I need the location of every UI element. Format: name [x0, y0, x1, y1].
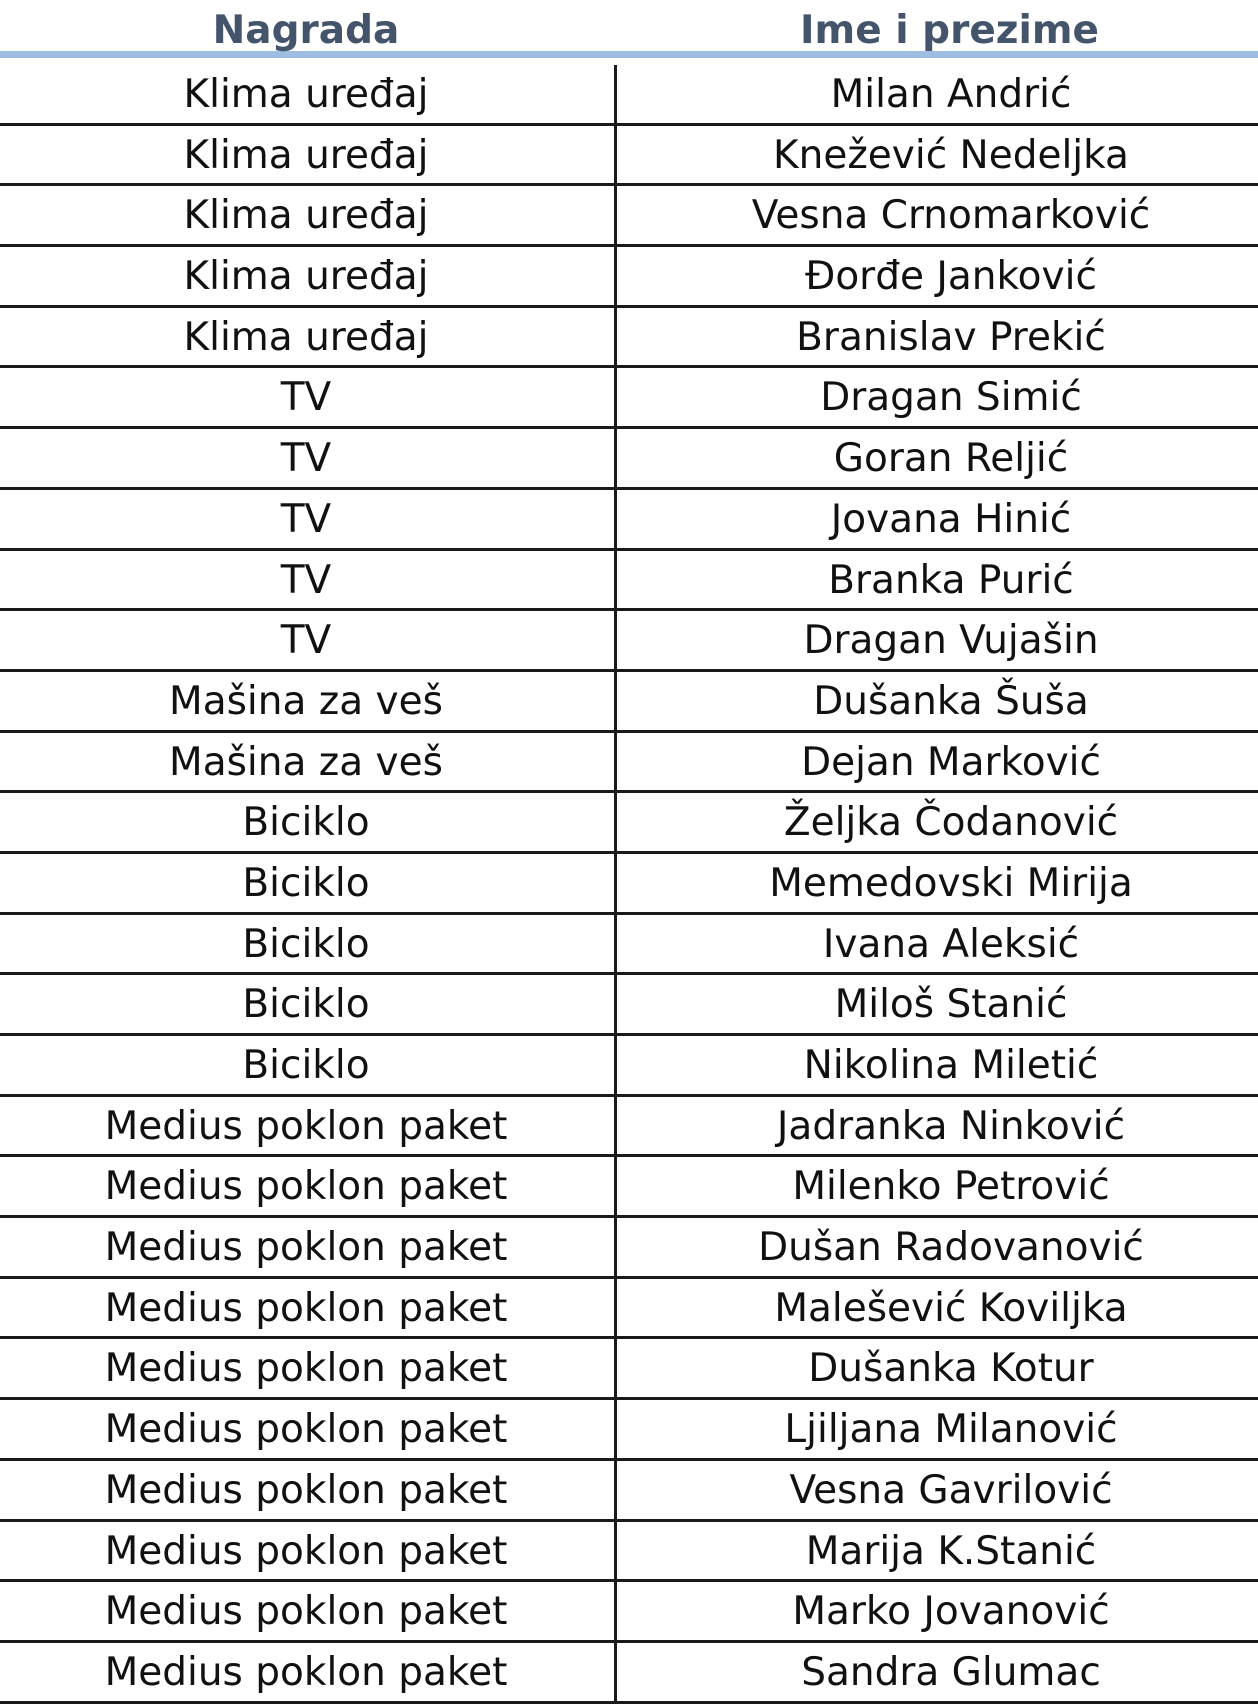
- prize-cell: Klima uređaj: [183, 72, 429, 117]
- prize-cell: Biciklo: [242, 982, 370, 1028]
- prize-cell: Mašina za veš: [169, 739, 443, 785]
- prize-cell: TV: [280, 557, 332, 603]
- table-row: [0, 1522, 1258, 1583]
- name-cell: Đorđe Janković: [805, 254, 1097, 300]
- name-cell: Milenko Petrović: [792, 1164, 1110, 1210]
- name-cell: Knežević Nedeljka: [773, 132, 1129, 178]
- name-cell: Branislav Prekić: [796, 314, 1106, 360]
- prize-cell: Biciklo: [242, 860, 370, 906]
- prize-cell: Medius poklon paket: [104, 1225, 508, 1271]
- table-row: [0, 1643, 1258, 1704]
- table-row: [0, 490, 1258, 551]
- name-cell: Jovana Hinić: [830, 496, 1072, 542]
- table-row: [0, 1218, 1258, 1279]
- table-row: [0, 368, 1258, 429]
- table-row: [0, 611, 1258, 672]
- name-cell: Malešević Koviljka: [774, 1285, 1128, 1331]
- table-row: [0, 429, 1258, 490]
- table-row: [0, 733, 1258, 794]
- name-cell: Goran Reljić: [833, 436, 1069, 482]
- name-cell: Vesna Crnomarković: [751, 193, 1151, 239]
- prize-cell: Klima uređaj: [183, 254, 429, 300]
- name-cell: Dušanka Šuša: [813, 678, 1089, 724]
- prize-cell: TV: [280, 496, 332, 542]
- name-cell: Sandra Glumac: [801, 1649, 1101, 1695]
- prize-cell: Medius poklon paket: [104, 1346, 508, 1392]
- header-name: Ime i prezime: [800, 8, 1099, 53]
- table-row: [0, 1400, 1258, 1461]
- table-row: [0, 1339, 1258, 1400]
- prize-cell: Klima uređaj: [183, 193, 429, 239]
- table-row: [0, 1279, 1258, 1340]
- table-row: [0, 65, 1258, 126]
- table-row: [0, 1582, 1258, 1643]
- table-row: [0, 126, 1258, 187]
- name-cell: Dušanka Kotur: [808, 1346, 1094, 1392]
- name-cell: Željka Čodanović: [783, 800, 1119, 846]
- prize-cell: Medius poklon paket: [104, 1528, 508, 1574]
- name-cell: Branka Purić: [828, 557, 1074, 603]
- prize-cell: Medius poklon paket: [104, 1164, 508, 1210]
- name-cell: Jadranka Ninković: [776, 1103, 1126, 1149]
- table-row: [0, 854, 1258, 915]
- table-row: [0, 247, 1258, 308]
- prize-cell: TV: [280, 436, 332, 482]
- table-row: [0, 975, 1258, 1036]
- table-row: [0, 308, 1258, 369]
- name-cell: Ljiljana Milanović: [784, 1407, 1118, 1453]
- name-cell: Nikolina Miletić: [803, 1043, 1099, 1088]
- name-cell: Dragan Simić: [820, 375, 1082, 421]
- prize-cell: Biciklo: [242, 1043, 370, 1088]
- prize-cell: Medius poklon paket: [104, 1285, 508, 1331]
- name-cell: Dragan Vujašin: [803, 618, 1099, 664]
- table-row: [0, 793, 1258, 854]
- prize-cell: Biciklo: [242, 800, 370, 846]
- table-row: [0, 1157, 1258, 1218]
- prize-cell: Medius poklon paket: [104, 1589, 508, 1635]
- table-row: [0, 1097, 1258, 1158]
- prize-cell: TV: [280, 375, 332, 421]
- prize-cell: Medius poklon paket: [104, 1467, 508, 1513]
- name-cell: Milan Andrić: [830, 72, 1072, 117]
- name-cell: Marko Jovanović: [792, 1589, 1110, 1635]
- prize-cell: Klima uređaj: [183, 314, 429, 360]
- table-row: [0, 915, 1258, 976]
- header-prize: Nagrada: [212, 8, 400, 53]
- table-row: [0, 551, 1258, 612]
- name-cell: Dejan Marković: [801, 739, 1101, 785]
- prize-cell: Medius poklon paket: [104, 1649, 508, 1695]
- prize-cell: Medius poklon paket: [104, 1407, 508, 1453]
- name-cell: Vesna Gavrilović: [789, 1467, 1113, 1513]
- table-body: [0, 65, 1258, 1704]
- table-row: [0, 672, 1258, 733]
- table-header: [0, 0, 1258, 58]
- prize-cell: Biciklo: [242, 921, 370, 967]
- table-row: [0, 1461, 1258, 1522]
- prize-cell: Klima uređaj: [183, 132, 429, 178]
- name-cell: Ivana Aleksić: [822, 921, 1080, 967]
- prize-cell: TV: [280, 618, 332, 664]
- prize-cell: Medius poklon paket: [104, 1103, 508, 1149]
- name-cell: Miloš Stanić: [834, 982, 1068, 1028]
- table-row: [0, 186, 1258, 247]
- name-cell: Memedovski Mirija: [769, 860, 1133, 906]
- name-cell: Dušan Radovanović: [758, 1225, 1144, 1271]
- prize-cell: Mašina za veš: [169, 678, 443, 724]
- name-cell: Marija K.Stanić: [805, 1528, 1097, 1574]
- table-row: [0, 1036, 1258, 1097]
